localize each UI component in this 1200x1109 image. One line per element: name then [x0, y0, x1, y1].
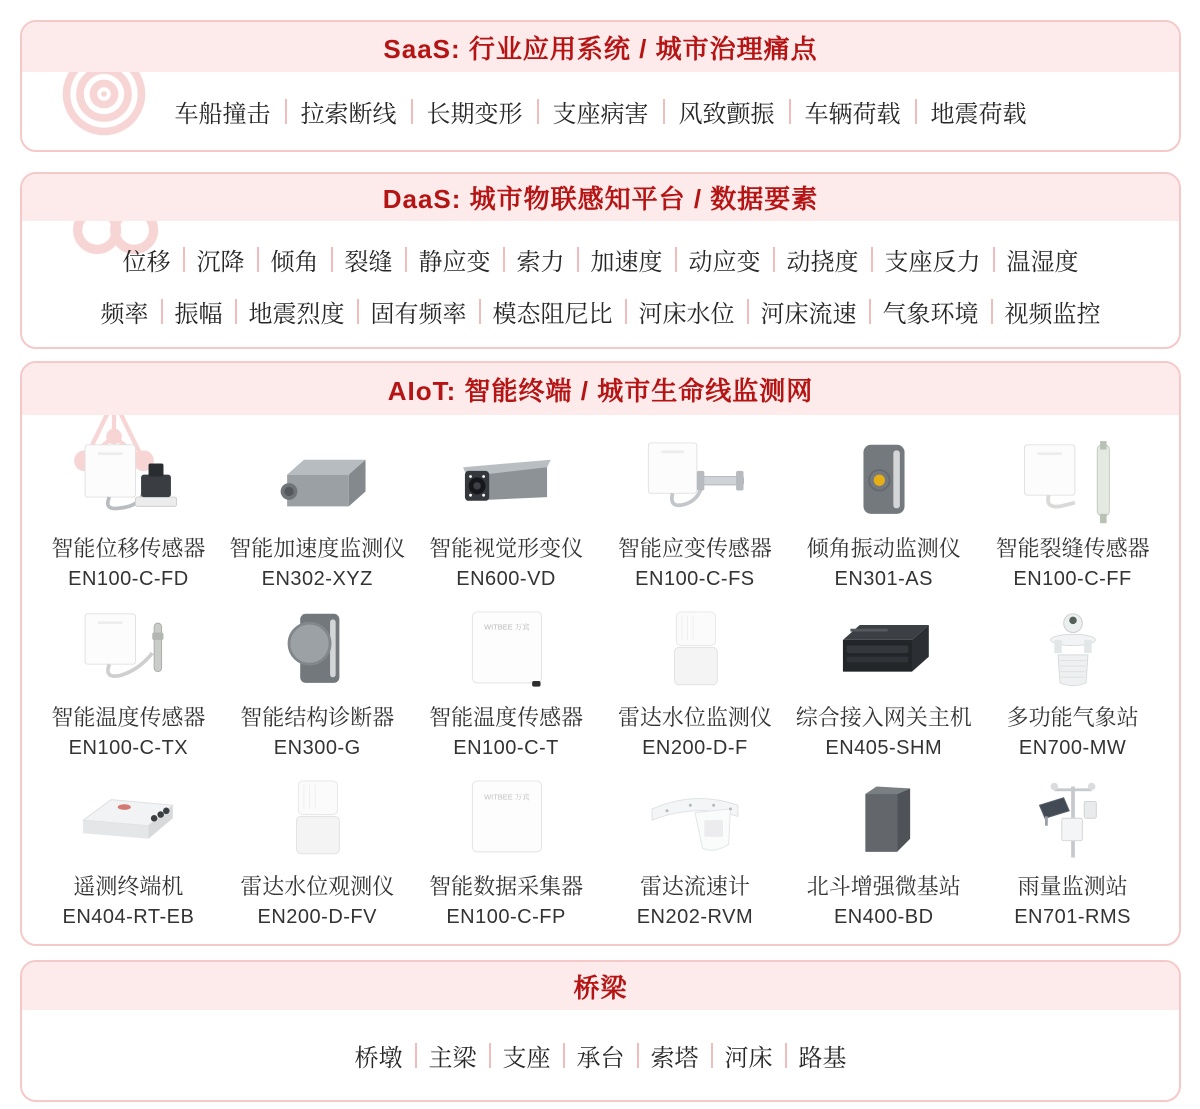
bridge-part-item: 索塔: [650, 1044, 699, 1072]
daas-data-element-item: 振幅: [174, 300, 223, 328]
product-name: 智能温度传感器: [429, 705, 584, 730]
beidou-station-image: [789, 771, 978, 867]
item-divider: [183, 247, 185, 272]
bridge-part-item: 承台: [576, 1044, 625, 1072]
bridge-part-item: 桥墩: [354, 1044, 403, 1072]
product-model: EN404-RT-EB: [62, 906, 195, 928]
product-model: EN600-VD: [456, 568, 556, 590]
temp-sensor-probe-image: [34, 602, 223, 698]
item-divider: [675, 247, 677, 272]
item-divider: [993, 247, 995, 272]
product-name: 雷达水位监测仪: [617, 705, 772, 730]
product-model: EN302-XYZ: [261, 568, 373, 590]
item-divider: [357, 299, 359, 324]
gateway-server-image: [789, 602, 978, 698]
item-divider: [235, 299, 237, 324]
item-divider: [405, 247, 407, 272]
daas-data-element-item: 静应变: [418, 248, 491, 276]
product-name: 遥测终端机: [73, 874, 184, 899]
aiot-title: AIoT: 智能终端 / 城市生命线监测网: [387, 375, 814, 406]
saas-card-body: [22, 72, 1179, 150]
daas-data-element-item: 固有频率: [370, 300, 467, 328]
item-divider: [637, 1043, 639, 1068]
crack-sensor-image: [978, 433, 1167, 529]
daas-data-element-item: 地震烈度: [248, 300, 345, 328]
saas-pain-point-item: 风致颤振: [678, 100, 775, 128]
item-divider: [563, 1043, 565, 1068]
daas-data-element-item: 模态阻尼比: [492, 300, 613, 328]
item-divider: [915, 99, 917, 124]
bridge-title: 桥梁: [573, 972, 628, 1003]
item-divider: [991, 299, 993, 324]
item-divider: [415, 1043, 417, 1068]
item-divider: [747, 299, 749, 324]
item-divider: [869, 299, 871, 324]
daas-data-element-item: 河床流速: [760, 300, 857, 328]
vision-camera-image: [412, 433, 601, 529]
product-name: 智能结构诊断器: [240, 705, 395, 730]
product-name: 智能加速度监测仪: [229, 536, 406, 561]
product-card: [789, 594, 978, 763]
product-model: EN200-D-FV: [257, 906, 377, 928]
structure-diagnoser-image: [223, 602, 412, 698]
product-name: 雷达流速计: [639, 874, 750, 899]
bridge-part-item: 路基: [798, 1044, 847, 1072]
product-model: EN100-C-FD: [68, 568, 189, 590]
product-card: [978, 594, 1167, 763]
daas-data-element-item: 倾角: [270, 248, 319, 276]
saas-items: [175, 94, 1027, 129]
bridge-part-item: 支座: [502, 1044, 551, 1072]
daas-title: DaaS: 城市物联感知平台 / 数据要素: [382, 184, 819, 214]
daas-data-element-item: 视频监控: [1004, 300, 1101, 328]
item-divider: [711, 1043, 713, 1068]
daas-data-element-item: 位移: [122, 248, 171, 276]
product-model: EN405-SHM: [825, 737, 943, 759]
svg-text:WITBEE 万宾: WITBEE 万宾: [484, 792, 530, 802]
saas-pain-point-item: 支座病害: [552, 100, 649, 128]
displacement-sensor-image: [34, 433, 223, 529]
bridge-card-header: [22, 962, 1179, 1010]
product-card: [789, 425, 978, 594]
product-card: [600, 763, 789, 932]
daas-data-element-item: 动应变: [688, 248, 761, 276]
item-divider: [537, 99, 539, 124]
saas-title: SaaS: 行业应用系统 / 城市治理痛点: [383, 33, 818, 64]
product-name: 智能位移传感器: [51, 536, 206, 561]
aiot-card-header: [22, 363, 1179, 415]
product-model: EN100-C-FS: [635, 568, 755, 590]
daas-data-element-item: 河床水位: [638, 300, 735, 328]
item-divider: [663, 99, 665, 124]
daas-data-element-item: 裂缝: [344, 248, 393, 276]
item-divider: [479, 299, 481, 324]
item-divider: [577, 247, 579, 272]
saas-pain-point-item: 车船撞击: [174, 100, 271, 128]
product-name: 智能温度传感器: [51, 705, 206, 730]
tilt-vibration-image: [789, 433, 978, 529]
daas-card-body: [22, 221, 1179, 347]
saas-pain-point-item: 长期变形: [426, 100, 523, 128]
product-card: [789, 763, 978, 932]
bridge-card: [20, 960, 1181, 1102]
item-divider: [785, 1043, 787, 1068]
bridge-part-item: 主梁: [428, 1044, 477, 1072]
product-card: [978, 425, 1167, 594]
product-model: EN202-RVM: [636, 906, 754, 928]
saas-card: [20, 20, 1181, 152]
radar-level-image: [223, 771, 412, 867]
product-card: [223, 763, 412, 932]
daas-data-element-item: 沉降: [196, 248, 245, 276]
product-model: EN100-C-FF: [1013, 568, 1132, 590]
product-name: 智能裂缝传感器: [995, 536, 1150, 561]
item-divider: [773, 247, 775, 272]
product-name: 智能视觉形变仪: [429, 536, 584, 561]
product-card: [412, 425, 601, 594]
product-model: EN300-G: [273, 737, 361, 759]
product-card: [34, 425, 223, 594]
product-name: 综合接入网关主机: [795, 705, 972, 730]
product-name: 雨量监测站: [1017, 874, 1128, 899]
item-divider: [871, 247, 873, 272]
aiot-product-grid: [22, 415, 1179, 944]
product-card: [223, 425, 412, 594]
product-card: [600, 594, 789, 763]
data-collector-image: [412, 771, 601, 867]
saas-pain-point-item: 拉索断线: [300, 100, 397, 128]
saas-card-header: [22, 22, 1179, 72]
daas-data-element-item: 索力: [516, 248, 565, 276]
daas-data-element-item: 温湿度: [1006, 248, 1079, 276]
item-divider: [161, 299, 163, 324]
strain-sensor-image: [600, 433, 789, 529]
product-name: 北斗增强微基站: [806, 874, 961, 899]
bridge-part-item: 河床: [724, 1044, 773, 1072]
product-model: EN400-BD: [833, 906, 934, 928]
daas-card-header: [22, 174, 1179, 221]
product-card: [34, 594, 223, 763]
product-card: [223, 594, 412, 763]
product-name: 倾角振动监测仪: [806, 536, 961, 561]
item-divider: [331, 247, 333, 272]
rain-station-image: [978, 771, 1167, 867]
saas-pain-point-item: 车辆荷载: [804, 100, 901, 128]
saas-pain-point-item: 地震荷载: [930, 100, 1027, 128]
svg-text:WITBEE 万宾: WITBEE 万宾: [484, 622, 530, 632]
product-card: [412, 763, 601, 932]
product-model: EN100-C-FP: [446, 906, 566, 928]
item-divider: [789, 99, 791, 124]
aiot-card: [20, 361, 1181, 946]
item-divider: [625, 299, 627, 324]
radar-level-image: [600, 602, 789, 698]
daas-data-element-item: 加速度: [590, 248, 663, 276]
product-card: [978, 763, 1167, 932]
product-name: 多功能气象站: [1006, 705, 1139, 730]
item-divider: [503, 247, 505, 272]
daas-data-element-item: 频率: [100, 300, 149, 328]
radar-velocity-image: [600, 771, 789, 867]
product-card: [600, 425, 789, 594]
daas-data-element-item: 动挠度: [786, 248, 859, 276]
item-divider: [257, 247, 259, 272]
item-divider: [411, 99, 413, 124]
product-card: [34, 763, 223, 932]
product-model: EN301-AS: [834, 568, 933, 590]
acceleration-monitor-image: [223, 433, 412, 529]
temp-sensor-flat-image: [412, 602, 601, 698]
product-name: 智能数据采集器: [429, 874, 584, 899]
daas-items-row1: [22, 233, 1179, 285]
item-divider: [285, 99, 287, 124]
daas-data-element-item: 支座反力: [884, 248, 981, 276]
bridge-items: [355, 1038, 847, 1073]
telemetry-terminal-image: [34, 771, 223, 867]
product-name: 智能应变传感器: [617, 536, 772, 561]
product-name: 雷达水位观测仪: [240, 874, 395, 899]
product-model: EN100-C-TX: [68, 737, 189, 759]
bridge-card-body: [22, 1010, 1179, 1100]
product-model: EN100-C-T: [453, 737, 559, 759]
item-divider: [489, 1043, 491, 1068]
product-model: EN701-RMS: [1014, 906, 1131, 928]
daas-items-row2: [22, 285, 1179, 337]
product-card: [412, 594, 601, 763]
weather-station-image: [978, 602, 1167, 698]
product-model: EN700-MW: [1018, 737, 1127, 759]
product-model: EN200-D-F: [642, 737, 748, 759]
daas-card: [20, 172, 1181, 349]
daas-data-element-item: 气象环境: [882, 300, 979, 328]
